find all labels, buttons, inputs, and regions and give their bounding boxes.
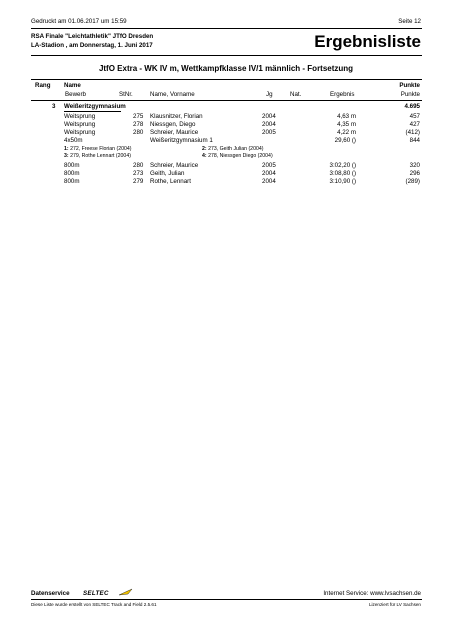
footer-datenservice: Datenservice: [31, 590, 70, 597]
row-punkte: (412): [405, 129, 420, 136]
printed-timestamp: Gedruckt am 01.06.2017 um 15:59: [31, 18, 127, 25]
document-title: Ergebnisliste: [314, 32, 421, 51]
relay-pos-1: 1:: [64, 146, 69, 152]
team-name: Weißeritzgymnasium: [64, 103, 126, 110]
relay-member-2: 273, Geith Julian (2004): [208, 146, 264, 152]
relay-pos-2: 2:: [202, 146, 207, 152]
table-header-bottom-rule: [31, 100, 422, 101]
page-number: Seite 12: [398, 18, 421, 25]
seltec-logo: SELTEC: [83, 590, 109, 597]
row-name: Geith, Julian: [150, 170, 185, 177]
row-stnr: 280: [133, 129, 144, 136]
row-punkte: (289): [405, 178, 420, 185]
row-bewerb: Weitsprung: [64, 113, 96, 120]
row-bewerb: 800m: [64, 170, 80, 177]
row-jg: 2004: [262, 121, 276, 128]
col-punkte: Punkte: [399, 82, 420, 89]
row-ergebnis: 4,35 m: [337, 121, 356, 128]
row-bewerb: Weitsprung: [64, 121, 96, 128]
row-bewerb: 4x50m: [64, 137, 83, 144]
row-name: Klausnitzer, Florian: [150, 113, 203, 120]
relay-pos-3: 3:: [64, 153, 69, 159]
row-stnr: 280: [133, 162, 144, 169]
row-stnr: 273: [133, 170, 144, 177]
footer-created-by: Diese Liste wurde erstellt von SELTEC Track and Field 2.5.61: [31, 602, 157, 607]
row-bewerb: Weitsprung: [64, 129, 96, 136]
row-name: Niessgen, Diego: [150, 121, 196, 128]
header-bottom-rule: [31, 55, 422, 56]
row-name: Rothe, Lennart: [150, 178, 191, 185]
row-name: Schreier, Maurice: [150, 162, 199, 169]
row-bewerb: 800m: [64, 178, 80, 185]
row-ergebnis: 3:08,80 (): [329, 170, 356, 177]
team-points: 4.695: [404, 103, 420, 110]
col-jg: Jg: [266, 91, 273, 98]
footer-rule: [31, 599, 422, 600]
col-name-vorname: Name, Vorname: [150, 91, 195, 98]
row-jg: 2004: [262, 170, 276, 177]
row-punkte: 427: [409, 121, 420, 128]
row-punkte: 457: [409, 113, 420, 120]
row-ergebnis: 3:02,20 (): [329, 162, 356, 169]
header-rule: [31, 28, 422, 29]
section-title: JtfO Extra - WK IV m, Wettkampfklasse IV/1 männlich - Fortsetzung: [98, 64, 354, 73]
team-name-underline: [64, 111, 121, 112]
row-name: Schreier, Maurice: [150, 129, 199, 136]
row-ergebnis: 3:10,90 (): [329, 178, 356, 185]
col-bewerb: Bewerb: [65, 91, 86, 98]
row-ergebnis: 4,63 m: [337, 113, 356, 120]
seltec-logo-arrow-icon: [119, 588, 135, 596]
footer-license: Lizenziert für LV Sachsen: [368, 602, 421, 607]
col-nat: Nat.: [290, 91, 302, 98]
event-title: RSA Finale "Leichtathletik" JTfO Dresden: [31, 33, 154, 40]
row-ergebnis: 29,60 (): [334, 137, 356, 144]
table-header-top-rule: [31, 79, 422, 80]
col-stnr: StNr.: [119, 91, 133, 98]
row-punkte: 296: [409, 170, 420, 177]
team-rank: 3: [52, 103, 56, 110]
col-name: Name: [64, 82, 81, 89]
row-stnr: 279: [133, 178, 144, 185]
col-punkte-sub: Punkte: [400, 91, 420, 98]
row-jg: 2005: [262, 129, 276, 136]
relay-member-3: 279, Rothe Lennart (2004): [70, 153, 131, 159]
row-jg: 2005: [262, 162, 276, 169]
col-rang: Rang: [35, 82, 51, 89]
event-venue: LA-Stadion , am Donnerstag, 1. Juni 2017: [31, 42, 153, 49]
row-jg: 2004: [262, 113, 276, 120]
col-ergebnis: Ergebnis: [330, 91, 355, 98]
relay-pos-4: 4:: [202, 153, 207, 159]
row-punkte: 844: [409, 137, 420, 144]
row-name: Weißeritzgymnasium 1: [150, 137, 213, 144]
row-bewerb: 800m: [64, 162, 80, 169]
relay-member-4: 278, Niessgen Diego (2004): [208, 153, 273, 159]
row-jg: 2004: [262, 178, 276, 185]
row-stnr: 275: [133, 113, 144, 120]
row-ergebnis: 4,22 m: [337, 129, 356, 136]
row-stnr: 278: [133, 121, 144, 128]
row-punkte: 320: [409, 162, 420, 169]
footer-internet-service: Internet Service: www.lvsachsen.de: [323, 590, 421, 597]
relay-member-1: 272, Freese Florian (2004): [70, 146, 132, 152]
